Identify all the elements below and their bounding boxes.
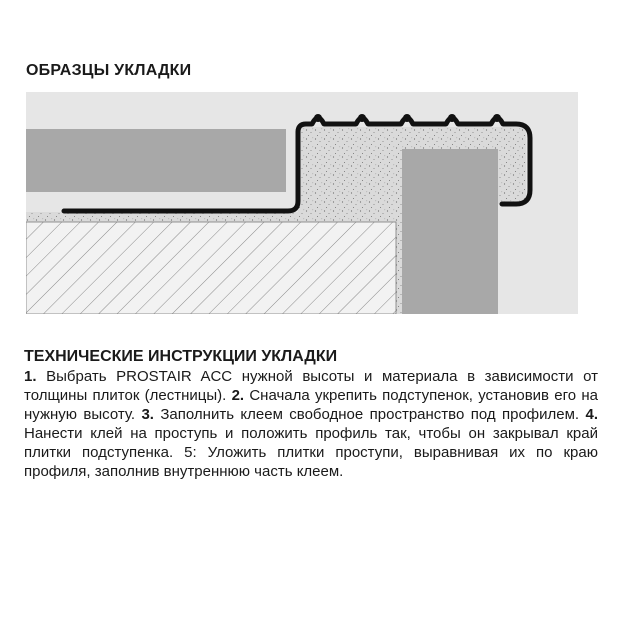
profile-bead [314,114,322,122]
step-text: Нанести клей на проступь и положить профиль так, чтобы он закрывал край плитки подступенка. 5: Уложить плитки проступи, выравнивая их по краю профиля, заполнив внутреннюю часть клеем. [24,425,598,480]
instructions-text [24,367,598,481]
profile-bead [403,114,411,122]
step-number: 3. [141,406,154,423]
step-text: Выбрать PROSTAIR ACC нужной высоты и материала в зависимости от толщины плиток (лестницы). [24,368,598,404]
step-text: Сначала укрепить подступенок, установив его на нужную высоту. [24,387,598,423]
tread-tile [26,129,286,192]
profile-bead [358,114,366,122]
instructions-title: ТЕХНИЧЕСКИЕ ИНСТРУКЦИИ УКЛАДКИ [24,348,338,365]
step-text: Заполнить клеем свободное пространство под профилем. [153,406,586,423]
riser-tile [402,149,498,314]
step-number: 4. [585,406,598,423]
instructions-block [24,348,598,481]
profile-bead [493,114,501,122]
profile-bead [448,114,456,122]
step-number: 1. [24,368,37,385]
installation-diagram [26,92,578,314]
step-number: 2. [231,387,245,404]
section-title: ОБРАЗЦЫ УКЛАДКИ [26,62,192,79]
